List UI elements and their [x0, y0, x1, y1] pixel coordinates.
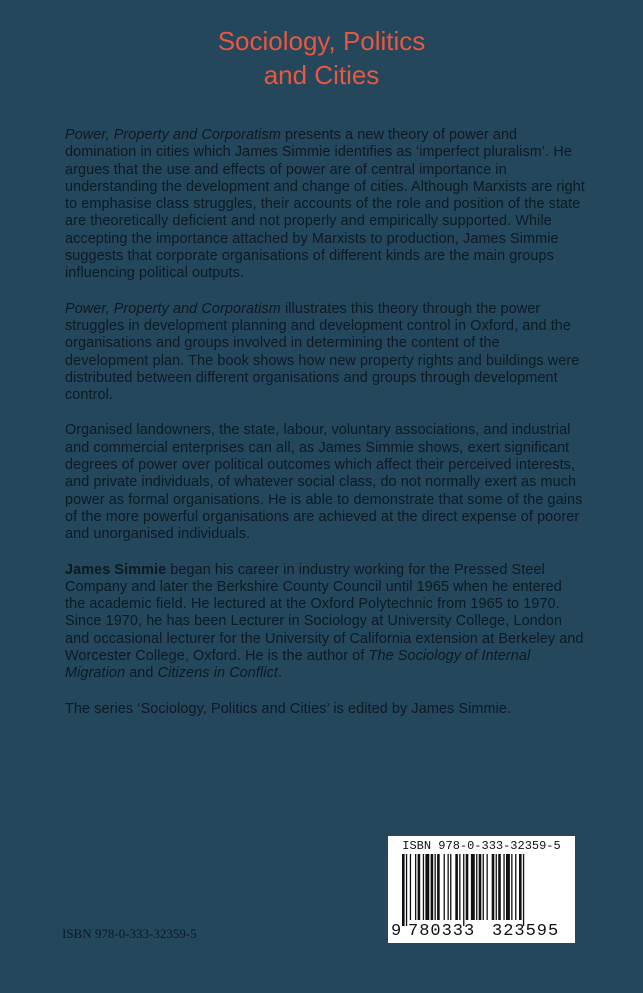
barcode-bar: [476, 854, 477, 920]
barcode-bar: [431, 854, 434, 920]
series-title: [0, 24, 643, 92]
barcode-bar: [479, 854, 482, 920]
barcode-bar: [515, 854, 516, 920]
barcode-digits-right: 323595: [492, 922, 560, 941]
barcode-bar: [402, 854, 405, 926]
barcode-bar: [471, 854, 475, 920]
author-name: James Simmie: [65, 561, 167, 578]
barcode-bar: [448, 854, 449, 920]
blurb-paragraph-3: Organised landowners, the state, labour, voluntary associations, and industrial and commercial enterprises can all, as James Simmie shows, exert significant degrees of power over political outcomes which affect their perceived interests, and private individuals, of whatever social class, do not normally exert as much power as formal organisations. He is able to demonstrate that some of the gains of the more powerful organisations are achieved at the direct expense of poorer and unorganised individuals.: [65, 422, 583, 543]
isbn-barcode: [388, 836, 575, 943]
barcode-bar: [503, 854, 504, 920]
barcode-bar: [444, 854, 445, 920]
barcode-digits-left: 780333: [408, 922, 476, 941]
barcode-bar: [425, 854, 429, 920]
barcode-bar: [437, 854, 440, 920]
author-bio-and: and: [125, 665, 158, 682]
barcode-digits: [388, 922, 575, 942]
barcode-bar: [487, 854, 488, 920]
barcode-bar: [463, 854, 464, 926]
author-bio: [65, 562, 585, 683]
barcode-bar: [506, 854, 510, 920]
series-title-line2: and Cities: [263, 60, 380, 90]
barcode-bar: [455, 854, 458, 920]
barcode-bar: [511, 854, 512, 920]
barcode-bar: [492, 854, 495, 920]
barcode-bar: [523, 854, 524, 926]
book-title-italic: Power, Property and Corporatism: [65, 300, 281, 317]
barcode-bar: [466, 854, 469, 920]
book-title-italic: Power, Property and Corporatism: [65, 127, 281, 143]
barcode-digit-first: 9: [391, 922, 402, 941]
barcode-bar: [496, 854, 497, 920]
blurb-paragraph-2: [65, 301, 585, 405]
blurb-paragraph-1: [65, 127, 585, 283]
series-title-line1: Sociology, Politics: [217, 26, 426, 56]
barcode-bar: [498, 854, 501, 920]
barcode-bar: [418, 854, 421, 920]
back-cover-blurb: [65, 127, 585, 736]
other-book-1: The Sociology of Internal Migration: [65, 648, 531, 682]
author-bio-end: .: [277, 665, 283, 682]
series-editor-note: The series ‘Sociology, Politics and Cities’ is edited by James Simmie.: [65, 700, 512, 717]
barcode-bar: [435, 854, 436, 920]
blurb-p2-text: illustrates this theory through the power struggles in development planning and development control in Oxford, and the organisations and groups involved in determining the content of the development plan. The book shows how new property rights and buildings were distributed between different organisations and groups through development control.: [65, 300, 580, 404]
barcode-bar: [450, 854, 451, 920]
isbn-text: ISBN 978-0-333-32359-5: [62, 926, 197, 941]
other-book-2: Citizens in Conflict: [157, 665, 278, 682]
barcode-bar: [410, 854, 411, 920]
barcode-bar: [483, 854, 484, 920]
barcode-bar: [423, 854, 424, 920]
blurb-p1-text: presents a new theory of power and domination in cities which James Simmie identifies as ‘imperfect pluralism’. He argues that the use and effects of power are of central importance in understanding the development and change of cities. Although Marxists are right to emphasise class struggles, their accounts of the role and position of the state are theoretically deficient and not properly and empirically supported. While accepting the importance attached by Marxists to production, James Simmie suggests that corporate organisations of different kinds are the main groups influencing political outputs.: [65, 127, 585, 282]
barcode-isbn-label: ISBN 978-0-333-32359-5: [402, 839, 561, 853]
barcode-bar: [519, 854, 522, 920]
barcode-bar: [406, 854, 407, 926]
barcode-bar: [459, 854, 460, 920]
author-bio-text: began his career in industry working for the Pressed Steel Company and later the Berkshire County Council until 1965 when he entered the academic field. He lectured at the Oxford Polytechnic from 1965 to 1970. Since 1970, he has been Lecturer in Sociology at University College, London and occasional lecturer for the University of California extension at Berkeley and Worcester College, Oxford. He is the author of: [65, 561, 584, 665]
barcode-bar: [415, 854, 416, 920]
